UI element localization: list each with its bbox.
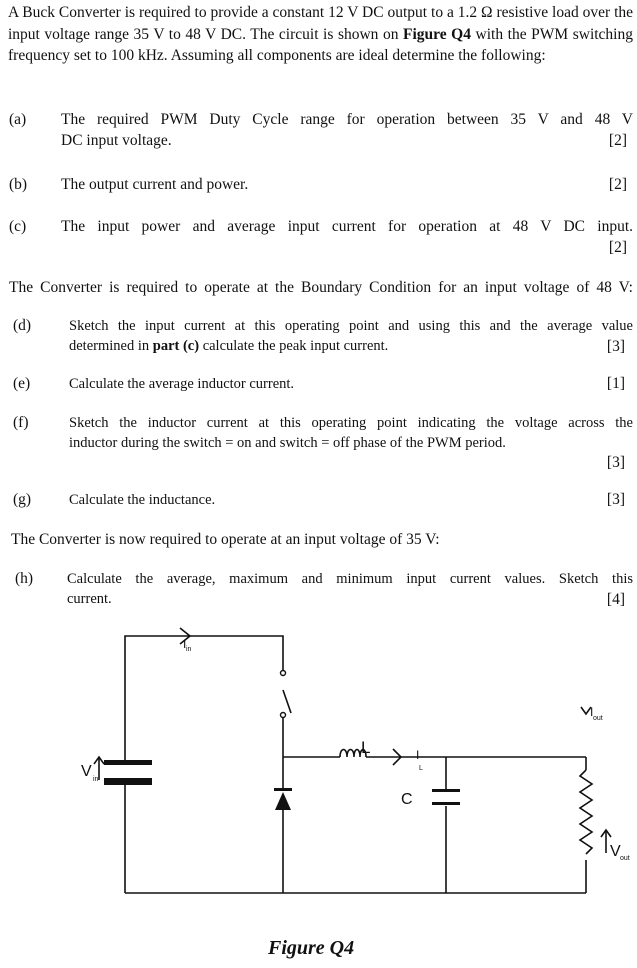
i-l-subscript: L: [419, 765, 423, 772]
part-d-marks: [3]: [606, 338, 625, 355]
i-in-subscript: in: [186, 646, 192, 653]
part-c-line1: The input power and average input current for operation at 48 V DC input.: [61, 218, 633, 235]
part-e-line1: Calculate the average inductor current.: [69, 376, 295, 392]
part-e-marks: [1]: [606, 375, 625, 392]
battery-plate-long: [104, 760, 152, 765]
part-g-label: (g): [13, 491, 32, 508]
part-b-line1: The output current and power.: [61, 176, 249, 193]
i-out-label: I: [590, 705, 594, 719]
inductor-label: L: [361, 738, 371, 757]
part-h-label: (h): [15, 570, 34, 587]
part-b-label: (b): [9, 176, 28, 193]
i-in-label: I: [183, 637, 187, 651]
part-f-line1: Sketch the inductor current at this operating point indicating the voltage across the: [69, 415, 633, 431]
intro-text-end: with the PWM switching frequency set to 100 kHz. Assuming all components are ideal determine the following:: [8, 25, 633, 64]
part-b-marks: [2]: [608, 176, 627, 193]
part-g-marks: [3]: [606, 491, 625, 508]
part-d-line1: Sketch the input current at this operating point and using this and the average value: [69, 318, 633, 334]
part-a-line1: The required PWM Duty Cycle range for operation between 35 V and 48 V: [61, 111, 633, 128]
part-c-marks: [2]: [608, 239, 627, 256]
part-g-line1: Calculate the inductance.: [69, 492, 216, 508]
part-a-label: (a): [9, 111, 27, 128]
figure-reference: Figure Q4: [403, 25, 471, 43]
boundary-heading: The Converter is required to operate at the Boundary Condition for an input voltage of 48 V:: [9, 279, 633, 296]
part-d-label: (d): [13, 317, 32, 334]
switch-contact-bottom: [281, 713, 286, 718]
v-out-subscript: out: [620, 855, 630, 862]
capacitor-label: C: [401, 791, 413, 808]
part-f-label: (f): [13, 414, 29, 431]
cap-plate-bottom: [432, 802, 460, 805]
top-wire: [125, 636, 283, 670]
part-h-marks: [4]: [606, 591, 625, 608]
i-out-subscript: out: [593, 715, 603, 722]
switch-blade: [283, 690, 291, 713]
part-e-label: (e): [13, 375, 31, 392]
resistor-zigzag: [580, 770, 592, 854]
switch-contact-top: [281, 671, 286, 676]
low-input-heading: The Converter is now required to operate at an input voltage of 35 V:: [11, 531, 440, 548]
part-a-line2: DC input voltage.: [61, 132, 172, 149]
part-f-line2: inductor during the switch = on and switch = off phase of the PWM period.: [69, 435, 506, 451]
v-out-label: V: [610, 843, 621, 860]
part-d-line2-start: determined in: [69, 338, 153, 354]
diode-bar: [274, 788, 292, 791]
i-l-label: I: [416, 748, 420, 762]
figure-caption: Figure Q4: [268, 937, 355, 959]
diode-triangle: [275, 792, 291, 810]
part-f-marks: [3]: [606, 454, 625, 471]
part-c-label: (c): [9, 218, 27, 235]
v-in-label: V: [81, 763, 92, 780]
v-in-subscript: in: [93, 776, 99, 783]
battery-plate-short: [104, 778, 152, 785]
part-h-line2: current.: [67, 591, 112, 607]
part-h-line1: Calculate the average, maximum and minimum input current values. Sketch this: [67, 571, 633, 587]
part-c-reference: part (c): [152, 338, 200, 354]
intro-text-start: A Buck Converter is required to provide a constant 12 V DC output to a 1.2 Ω resistive load over the input voltage range 35 V to 48 V DC. The circuit is shown on: [8, 4, 633, 43]
part-d-line2-end: calculate the peak input current.: [199, 338, 389, 354]
part-a-marks: [2]: [608, 132, 627, 149]
cap-plate-top: [432, 789, 460, 792]
